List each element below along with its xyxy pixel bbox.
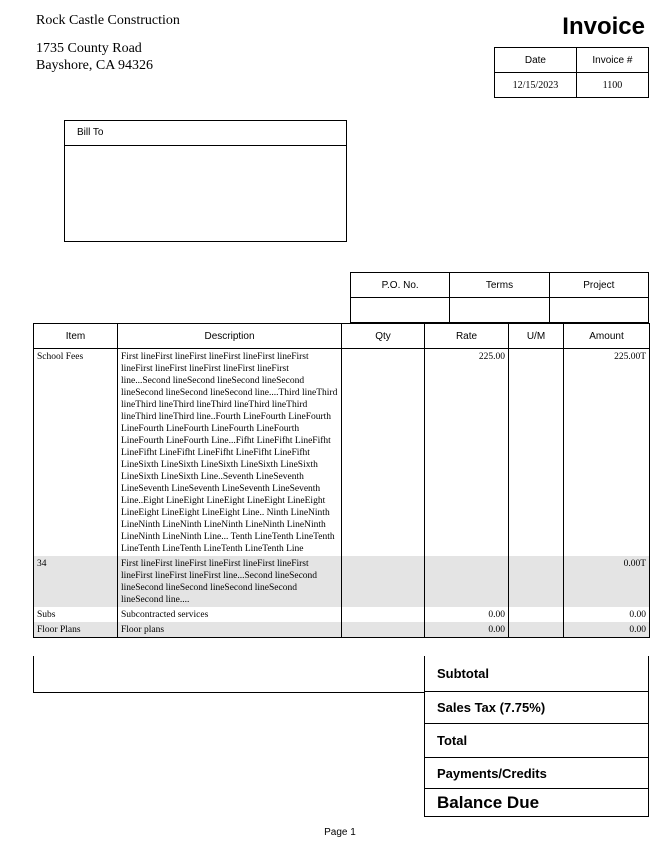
- amount-cell: 225.00T: [564, 349, 650, 557]
- invoice-title: Invoice: [562, 13, 645, 40]
- qty-cell: [342, 556, 425, 607]
- um-cell: [509, 607, 564, 622]
- table-row: [34, 622, 650, 638]
- company-address-line2: Bayshore, CA 94326: [36, 58, 154, 73]
- company-address: [36, 40, 153, 74]
- qty-cell: [342, 622, 425, 638]
- company-name: Rock Castle Construction: [36, 13, 180, 28]
- rate-cell: [425, 556, 509, 607]
- table-row: [34, 607, 650, 622]
- um-cell: [509, 622, 564, 638]
- rate-cell: 225.00: [425, 349, 509, 557]
- bill-to-box: [64, 120, 347, 242]
- column-header-qty: Qty: [342, 324, 425, 349]
- description-cell: First lineFirst lineFirst lineFirst lineFirst lineFirst lineFirst lineFirst lineFirst line...Second lineSecond lineSecond lineSecond lineSecond lineSecond lineSecond line....: [118, 556, 342, 607]
- table-row: [34, 349, 650, 557]
- qty-cell: [342, 349, 425, 557]
- description-cell: Subcontracted services: [118, 607, 342, 622]
- balance-due-label: Balance Due: [425, 789, 649, 817]
- um-cell: [509, 349, 564, 557]
- item-cell: School Fees: [34, 349, 118, 557]
- total-label: Total: [425, 724, 649, 758]
- column-header-item: Item: [34, 324, 118, 349]
- po-number-label: P.O. No.: [351, 273, 450, 298]
- description-cell: First lineFirst lineFirst lineFirst lineFirst lineFirst lineFirst lineFirst lineFirst lineFirst lineFirst line...Second lineSecond lineSecond lineSecond lineSecond lineSecond lineSecond line....Third lineThird lineThird lineThird lineThird lineThird lineThird lineThird lineThird line..Fourth LineFourth LineFourth LineFourth LineFourth LineFourth LineFourth LineFourth LineFourth Line...Fifht LineFifht LineFifht LineFifht LineFifht LineFifht LineFifht LineFifht LineSixth LineSixth LineSixth LineSixth LineSixth LineSixth LineSixth Line..Seventh LineSeventh LineSeventh LineSeventh LineSeventh LineSeventh Line..Eight LineEight LineEight LineEight LineEight LineEight LineEight LineEight Line.. Ninth LineNinth LineNinth LineNinth LineNinth LineNinth LineNinth LineNinth LineNinth Line... Tenth LineTenth LineTenth LineTenth LineTenth LineTenth LineTenth Line: [118, 349, 342, 557]
- date-value: 12/15/2023: [495, 73, 577, 98]
- po-number-value: [351, 298, 450, 323]
- bill-to-label: Bill To: [65, 121, 346, 146]
- line-items-table: [33, 323, 650, 638]
- um-cell: [509, 556, 564, 607]
- rate-cell: 0.00: [425, 607, 509, 622]
- project-value: [549, 298, 648, 323]
- amount-cell: 0.00: [564, 622, 650, 638]
- totals-box: [424, 656, 649, 817]
- column-header-amount: Amount: [564, 324, 650, 349]
- column-header-rate: Rate: [425, 324, 509, 349]
- date-invoice-box: [494, 47, 649, 98]
- company-address-line1: 1735 County Road: [36, 41, 142, 56]
- description-cell: Floor plans: [118, 622, 342, 638]
- table-row: [34, 556, 650, 607]
- item-cell: 34: [34, 556, 118, 607]
- rate-cell: 0.00: [425, 622, 509, 638]
- sales-tax-label: Sales Tax (7.75%): [425, 692, 649, 724]
- terms-value: [450, 298, 549, 323]
- po-terms-project-box: [350, 272, 649, 323]
- page-number: Page 1: [324, 827, 356, 838]
- subtotal-label: Subtotal: [425, 656, 649, 692]
- date-label: Date: [495, 48, 577, 73]
- invoice-number-value: 1100: [576, 73, 648, 98]
- terms-label: Terms: [450, 273, 549, 298]
- invoice-number-label: Invoice #: [576, 48, 648, 73]
- payments-credits-label: Payments/Credits: [425, 758, 649, 789]
- amount-cell: 0.00: [564, 607, 650, 622]
- column-header-description: Description: [118, 324, 342, 349]
- project-label: Project: [549, 273, 648, 298]
- column-header-um: U/M: [509, 324, 564, 349]
- item-cell: Floor Plans: [34, 622, 118, 638]
- amount-cell: 0.00T: [564, 556, 650, 607]
- item-cell: Subs: [34, 607, 118, 622]
- qty-cell: [342, 607, 425, 622]
- notes-box: [33, 656, 425, 693]
